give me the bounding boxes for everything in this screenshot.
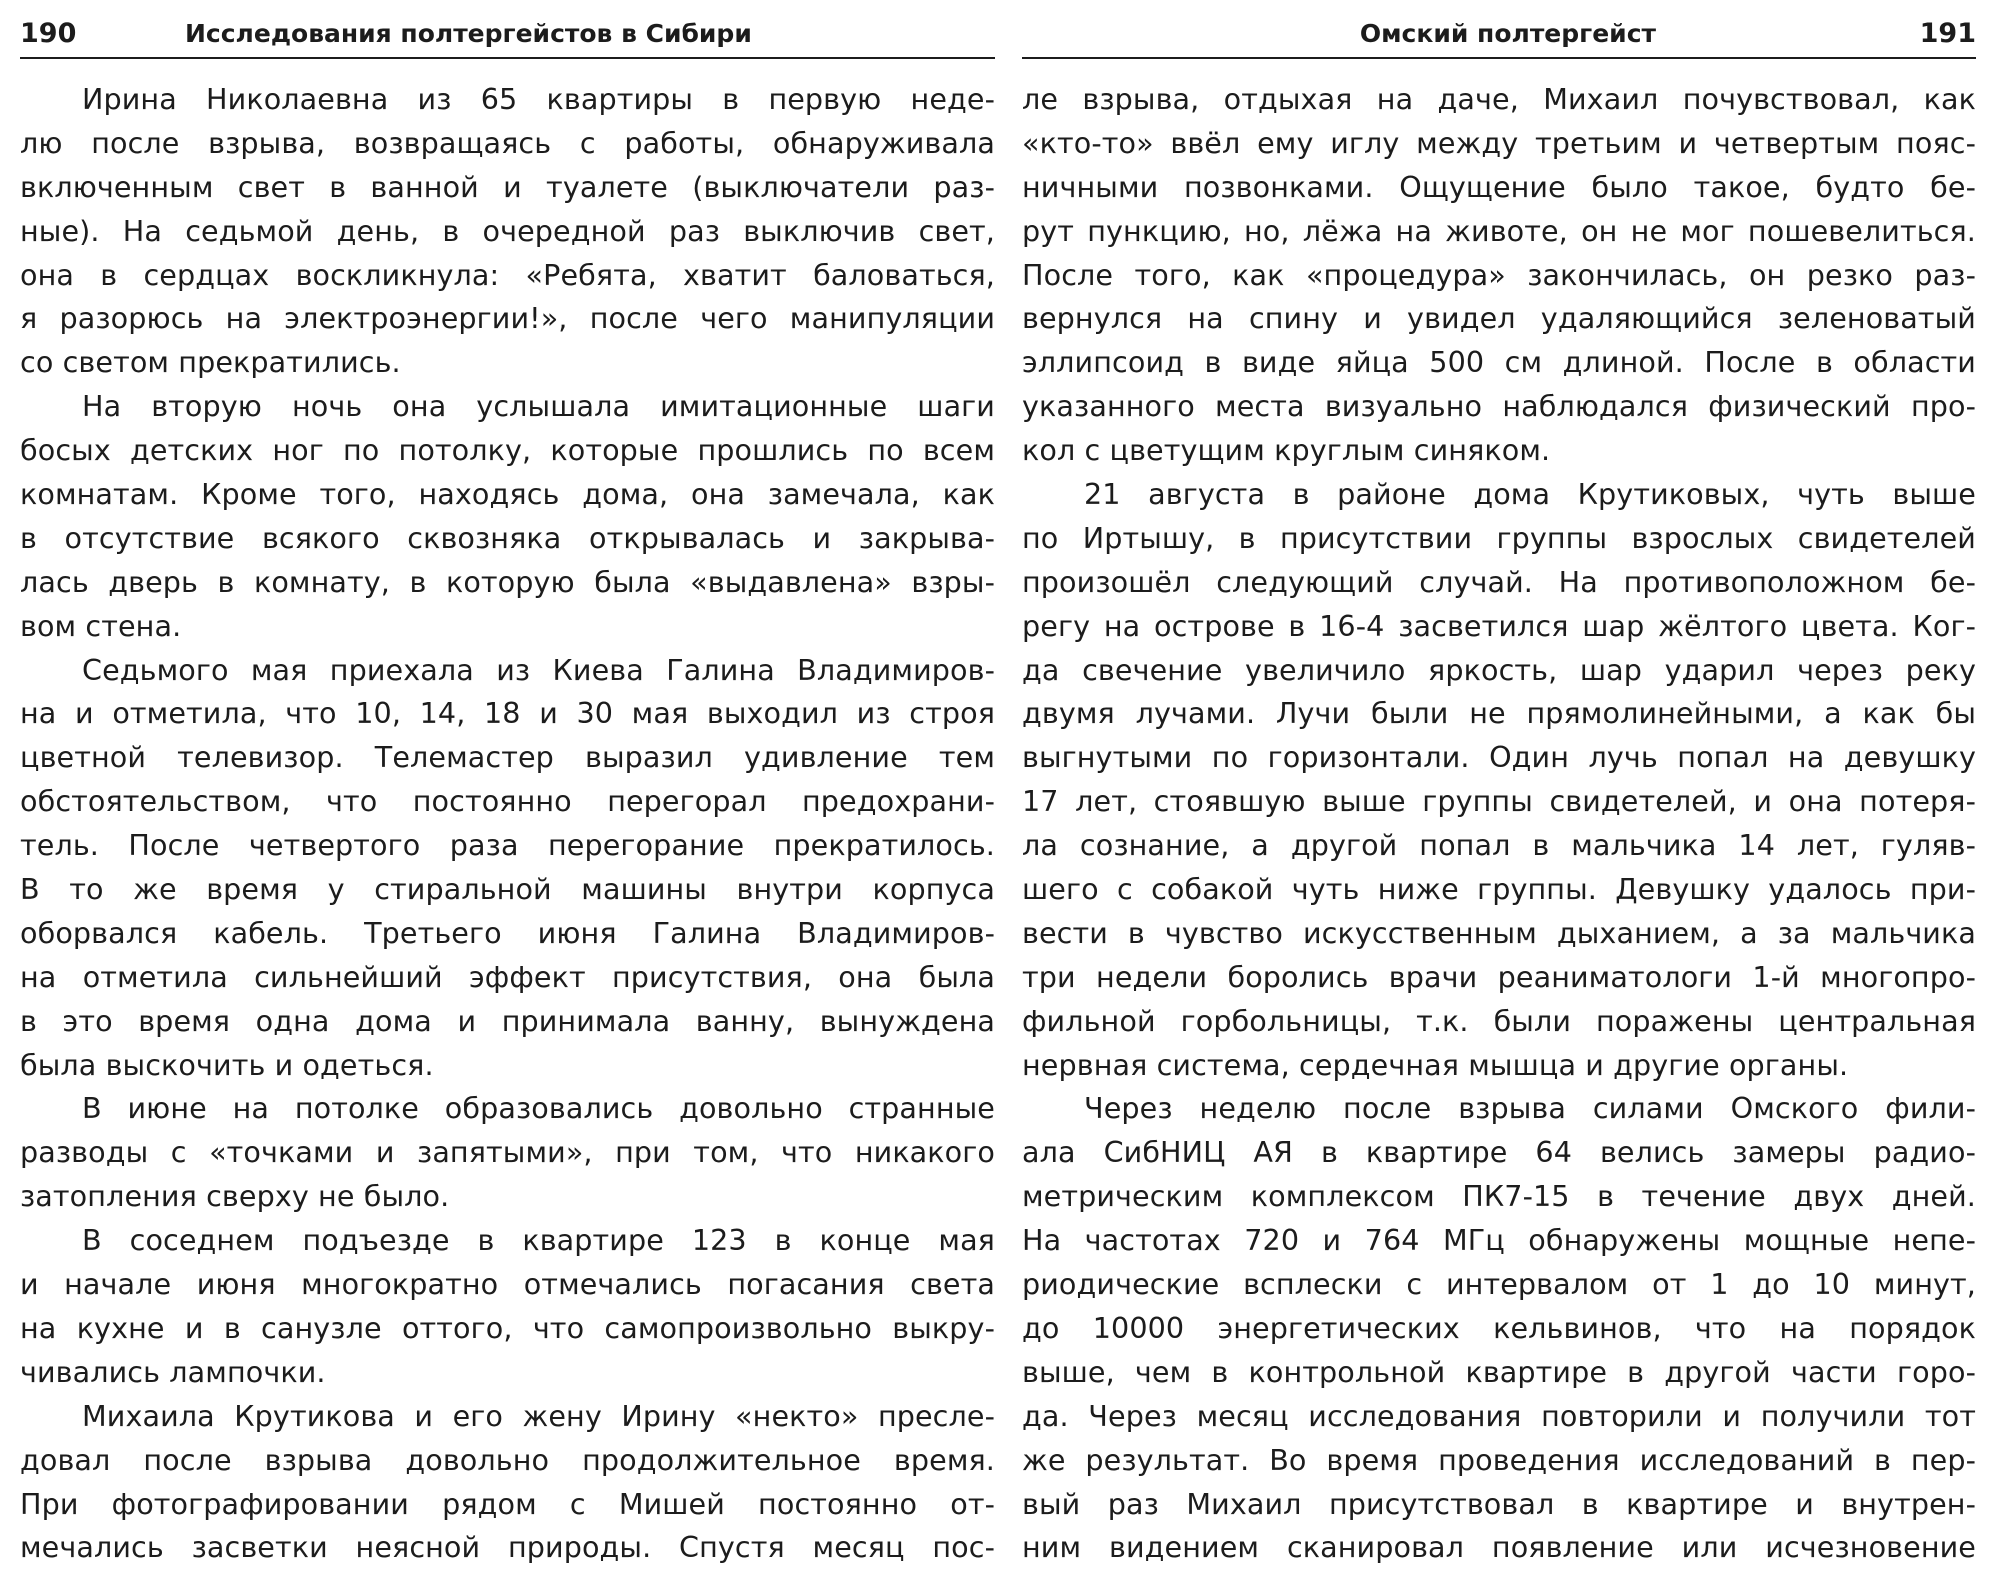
text-line: мечались засветки неясной природы. Спустя месяц пос- xyxy=(20,1530,995,1565)
body-text xyxy=(20,78,995,1570)
text-line: на кухне и в санузле оттого, что самопроизвольно выкру- xyxy=(20,1310,995,1345)
text-line: двумя лучами. Лучи были не прямолинейными, а как бы xyxy=(1022,696,1976,731)
text-line: вый раз Михаил присутствовал в квартире и внутрен- xyxy=(1022,1486,1976,1521)
text-line: Седьмого мая приехала из Киева Галина Владимиров- xyxy=(82,652,995,687)
text-line: и начале июня многократно отмечались погасания света xyxy=(20,1267,995,1302)
text-line: произошёл следующий случай. На противоположном бе- xyxy=(1022,564,1976,599)
text-line: При фотографировании рядом с Мишей постоянно от- xyxy=(20,1486,995,1521)
header-rule xyxy=(20,57,995,59)
text-line: в отсутствие всякого сквозняка открывалась и закрыва- xyxy=(20,520,995,555)
running-head xyxy=(20,14,995,54)
body-text xyxy=(1022,78,1976,1570)
text-line: цветной телевизор. Телемастер выразил удивление тем xyxy=(20,740,995,775)
paragraph xyxy=(1022,1087,1976,1570)
text-line: регу на острове в 16-4 засветился шар жёлтого цвета. Ког- xyxy=(1022,608,1976,643)
paragraph xyxy=(20,1395,995,1570)
text-line: да свечение увеличило яркость, шар ударил через реку xyxy=(1022,652,1976,687)
text-line: на отметила сильнейший эффект присутствия, она была xyxy=(20,959,995,994)
page-number: 191 xyxy=(1919,18,1976,49)
text-line: тель. После четвертого раза перегорание прекратилось. xyxy=(20,828,995,863)
text-line: в это время одна дома и принимала ванну, вынуждена xyxy=(20,1003,995,1038)
text-line: по Иртышу, в присутствии группы взрослых свидетелей xyxy=(1022,520,1976,555)
text-line: ним видением сканировал появление или исчезновение xyxy=(1022,1530,1976,1565)
paragraph xyxy=(20,649,995,1088)
text-line: Через неделю после взрыва силами Омского фили- xyxy=(1084,1091,1976,1126)
text-line: метрическим комплексом ПК7-15 в течение двух дней. xyxy=(1022,1179,1976,1214)
text-line: 17 лет, стоявшую выше группы свидетелей, и она потеря- xyxy=(1022,784,1976,819)
text-line: ала СибНИЦ АЯ в квартире 64 велись замеры радио- xyxy=(1022,1135,1976,1170)
text-line: рут пункцию, но, лёжа на животе, он не мог пошевелиться. xyxy=(1022,213,1976,248)
text-line: После того, как «процедура» закончилась, он резко раз- xyxy=(1022,257,1976,292)
header-rule xyxy=(1022,57,1976,59)
text-line: да. Через месяц исследования повторили и получили тот xyxy=(1022,1398,1976,1433)
right-page xyxy=(1022,0,1976,1565)
text-line: обстоятельством, что постоянно перегорал предохрани- xyxy=(20,784,995,819)
text-line: риодические всплески с интервалом от 1 до 10 минут, xyxy=(1022,1267,1976,1302)
text-line: шего с собакой чуть ниже группы. Девушку удалось при- xyxy=(1022,872,1976,907)
text-line: выше, чем в контрольной квартире в другой части горо- xyxy=(1022,1354,1976,1389)
running-title: Омский полтергейст xyxy=(1359,19,1656,48)
paragraph xyxy=(1022,473,1976,1087)
text-line: вом стена. xyxy=(20,608,182,643)
text-line: я разорюсь на электроэнергии!», после чего манипуляции xyxy=(20,301,995,336)
text-line: В соседнем подъезде в квартире 123 в конце мая xyxy=(82,1223,995,1258)
text-line: чивались лампочки. xyxy=(20,1354,326,1389)
text-line: Михаила Крутикова и его жену Ирину «некто» пресле- xyxy=(82,1398,995,1433)
text-line: указанного места визуально наблюдался физический про- xyxy=(1022,389,1976,424)
text-line: комнатам. Кроме того, находясь дома, она замечала, как xyxy=(20,477,995,512)
text-line: вернулся на спину и увидел удаляющийся зеленоватый xyxy=(1022,301,1976,336)
text-line: же результат. Во время проведения исследований в пер- xyxy=(1022,1442,1976,1477)
text-line: ные). На седьмой день, в очередной раз выключив свет, xyxy=(20,213,995,248)
text-line: до 10000 энергетических кельвинов, что на порядок xyxy=(1022,1310,1976,1345)
running-title: Исследования полтергейстов в Сибири xyxy=(185,19,752,48)
text-line: оборвался кабель. Третьего июня Галина Владимиров- xyxy=(20,915,995,950)
paragraph xyxy=(20,385,995,648)
text-line: была выскочить и одеться. xyxy=(20,1047,434,1082)
text-line: вести в чувство искусственным дыханием, а за мальчика xyxy=(1022,915,1976,950)
paragraph xyxy=(20,1087,995,1219)
text-line: На частотах 720 и 764 МГц обнаружены мощные непе- xyxy=(1022,1223,1976,1258)
text-line: лю после взрыва, возвращаясь с работы, обнаруживала xyxy=(20,125,995,160)
text-line: выгнутыми по горизонтали. Один лучь попал на девушку xyxy=(1022,740,1976,775)
text-line: она в сердцах воскликнула: «Ребята, хватит баловаться, xyxy=(20,257,995,292)
text-line: ла сознание, а другой попал в мальчика 14 лет, гуляв- xyxy=(1022,828,1976,863)
paragraph xyxy=(1022,78,1976,473)
text-line: довал после взрыва довольно продолжительное время. xyxy=(20,1442,995,1477)
text-line: три недели боролись врачи реаниматологи 1-й многопро- xyxy=(1022,959,1976,994)
text-line: На вторую ночь она услышала имитационные шаги xyxy=(82,389,995,424)
text-line: В июне на потолке образовались довольно странные xyxy=(82,1091,995,1126)
text-line: ле взрыва, отдыхая на даче, Михаил почувствовал, как xyxy=(1022,82,1976,116)
text-line: «кто-то» ввёл ему иглу между третьим и четвертым пояс- xyxy=(1022,125,1976,160)
page-number: 190 xyxy=(20,18,77,49)
text-line: затопления сверху не было. xyxy=(20,1179,450,1214)
text-line: В то же время у стиральной машины внутри корпуса xyxy=(20,872,995,907)
text-line: фильной горбольницы, т.к. были поражены центральная xyxy=(1022,1003,1976,1038)
paragraph xyxy=(20,78,995,385)
left-page xyxy=(20,0,995,1565)
paragraph xyxy=(20,1219,995,1395)
text-line: разводы с «точками и запятыми», при том, что никакого xyxy=(20,1135,995,1170)
text-line: лась дверь в комнату, в которую была «выдавлена» взры- xyxy=(20,564,995,599)
text-line: кол с цветущим круглым синяком. xyxy=(1022,433,1551,468)
text-line: со светом прекратились. xyxy=(20,345,401,380)
text-line: Ирина Николаевна из 65 квартиры в первую неде- xyxy=(82,82,995,116)
text-line: эллипсоид в виде яйца 500 см длиной. После в области xyxy=(1022,345,1976,380)
text-line: босых детских ног по потолку, которые прошлись по всем xyxy=(20,433,995,468)
text-line: включенным свет в ванной и туалете (выключатели раз- xyxy=(20,169,995,204)
text-line: нервная система, сердечная мышца и другие органы. xyxy=(1022,1047,1849,1082)
text-line: 21 августа в районе дома Крутиковых, чуть выше xyxy=(1084,477,1976,512)
running-head xyxy=(1022,14,1976,54)
text-line: на и отметила, что 10, 14, 18 и 30 мая выходил из строя xyxy=(20,696,995,731)
text-line: ничными позвонками. Ощущение было такое, будто бе- xyxy=(1022,169,1976,204)
